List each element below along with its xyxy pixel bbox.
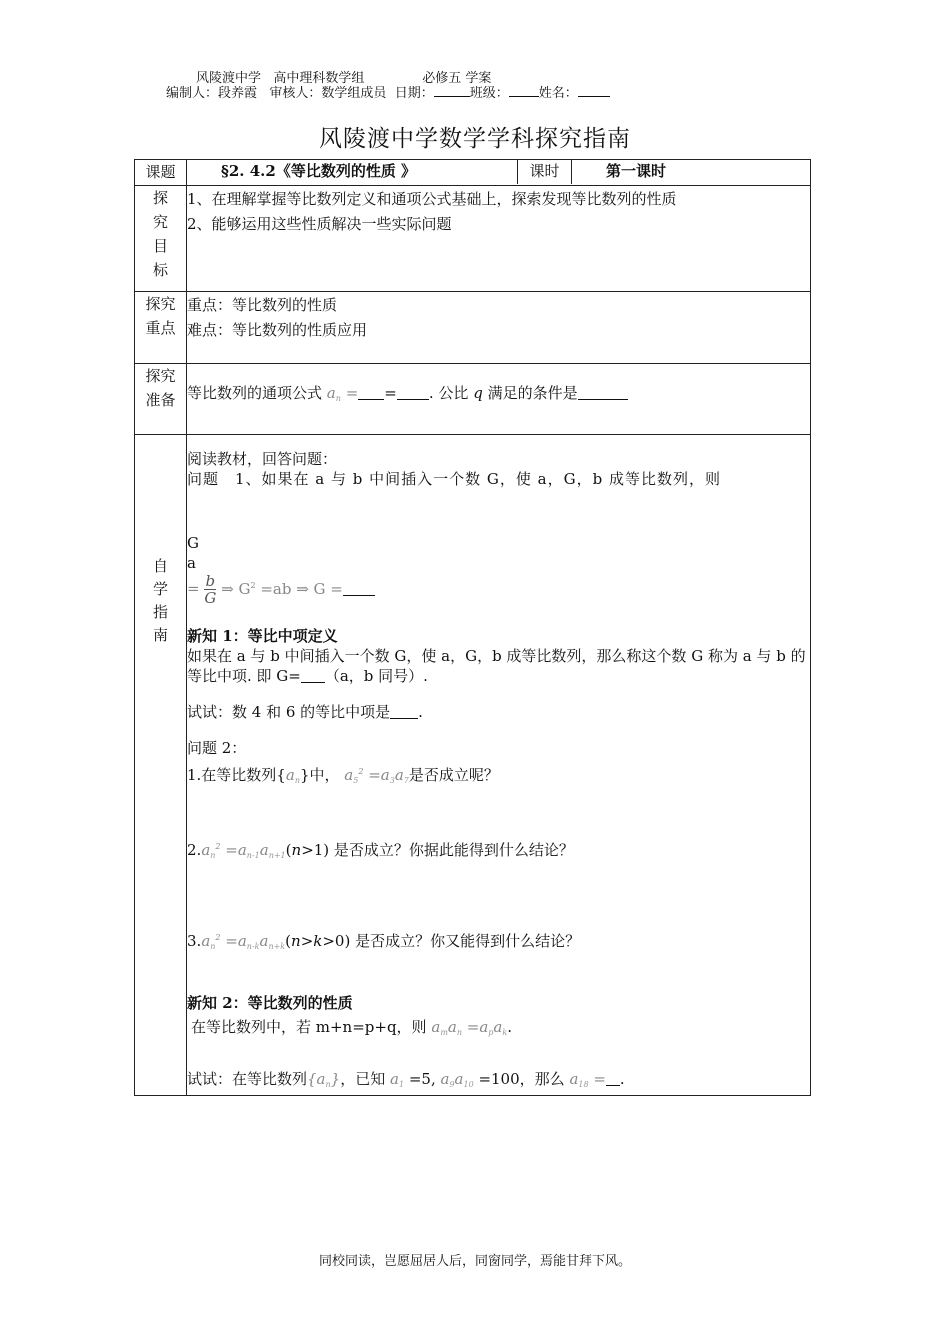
question-1-formula xyxy=(247,491,810,533)
prep-blank-3[interactable] xyxy=(578,385,628,400)
formula-an: $a_n$ xyxy=(326,384,341,403)
new1-body-text: 如果在 a 与 b 中间插入一个数 G，使 a，G，b 成等比数列，那么称这个数 G 称为 a 与 b 的等比中项. 即 G= xyxy=(187,647,806,685)
goals-label-char: 究 xyxy=(152,213,168,231)
goal-line: 1、在理解掌握等比数列定义和通项公式基础上，探索发现等比数列的性质 xyxy=(187,190,677,208)
formula-eq: = xyxy=(345,384,359,402)
q2-3-text-a: 3. xyxy=(187,932,202,950)
question-1: 问题 1、如果在 a 与 b 中间插入一个数 G，使 a，G，b 成等比数列，则 xyxy=(187,470,721,488)
goals-label-char: 标 xyxy=(152,261,168,279)
self-study-label-char: 南 xyxy=(152,626,168,644)
try1-blank[interactable] xyxy=(390,704,418,719)
q2-1-text-b: }中， xyxy=(299,766,340,784)
goals-label xyxy=(135,186,187,292)
question-2-title: 问题 2： xyxy=(187,739,247,757)
try2-blank[interactable] xyxy=(606,1071,620,1086)
topic-inner xyxy=(187,160,810,184)
prep-blank-2[interactable] xyxy=(397,385,429,400)
goals-label-char: 目 xyxy=(152,237,168,255)
prep-content: 等比数列的通项公式 $a_n$ = = . 公比 q 满足的条件是 xyxy=(187,364,811,435)
school-name: 风陵渡中学 xyxy=(196,71,262,86)
self-study-label-char: 指 xyxy=(152,603,168,621)
try1-text: 试试：数 4 和 6 的等比中项是 xyxy=(187,703,391,721)
date-blank[interactable] xyxy=(434,84,470,97)
q2-3-text-b: 是否成立？你又能得到什么结论？ xyxy=(355,932,581,950)
hours-value: 第一课时 xyxy=(606,162,667,180)
goals-label-char: 探 xyxy=(152,189,168,207)
prep-blank-1[interactable] xyxy=(358,385,384,400)
new-knowledge-1-body xyxy=(187,646,810,686)
name-blank[interactable] xyxy=(578,84,610,97)
page-title: 风陵渡中学数学学科探究指南 xyxy=(319,126,631,152)
fraction-b-over-g: $\frac{b}{G}$ xyxy=(204,572,217,607)
q2-2-text-b: 是否成立？你据此能得到什么结论？ xyxy=(333,841,574,859)
q2-2-text-a: 2. xyxy=(187,841,202,859)
key-point: 重点：等比数列的性质 xyxy=(187,296,338,314)
try-2: 试试：在等比数列$\{a_n\}$，已知 $a_1 =5$, $a_9a_{10} =100$，那么 $a_{18}$ = . xyxy=(187,1070,625,1089)
prep-text: 等比数列的通项公式 xyxy=(187,384,323,402)
try2-text-a: 试试：在等比数列 xyxy=(187,1070,308,1088)
try2-text-b: ，已知 xyxy=(340,1070,386,1088)
class-label: 班级： xyxy=(469,86,509,101)
prep-label xyxy=(135,364,187,435)
study-guide-table xyxy=(134,159,811,1096)
formula-q: q xyxy=(473,384,483,402)
focus-label xyxy=(135,292,187,364)
question-2-3: $3.a_n^2 =a_{n-k}a_{n+k}(n>k>0)$ 是否成立？你又能得到什么结论？ xyxy=(187,932,581,951)
hours-label: 课时 xyxy=(518,160,572,184)
new-knowledge-2-title: 新知 2：等比数列的性质 xyxy=(187,994,353,1012)
self-study-content: 阅读教材，回答问题： 问题 1、如果在 a 与 b 中间插入一个数 G，使 a，G，b 成等比数列，则 G a = $\frac{b}{G}$ ⇒ $G^2 =ab$ ⇒ G = 新知 1：等比中项定义 如果在 a 与 b 中间插入一个数 G，使 a，G，b 成等比数列，那么称这个数 G 称为 a 与 b 的等比中项. 即 G= （a，b 同号）. 试试：数 4 和 6 的等比中项是 . 问题 2： 1.在等比数列$\{a_n\}$中， $a_5^2 =a_3a_7$是否成立呢？ $2.a_n^2 =a_{n-1}a_{n+1}(n>1)$ 是否成立？你据此能得到什么结论？ $3.a_n^2 =a_{n-k}a_{n+k}(n>k>0)$ 是否成立？你又能得到什么结论？ 新知 2：等比数列的性质 在等比数列中，若 m+n=p+q，则 $a_ma_n =a_pa_k$. 试试：在等比数列$\{a_n\}$，已知 $a_1 =5$, $a_9a_{10} =100$，那么 $a_{18}$ = . xyxy=(187,435,811,1096)
date-label: 日期： xyxy=(394,86,434,101)
prep-condition-text: 满足的条件是 xyxy=(487,384,578,402)
book-name: 必修五 学案 xyxy=(422,71,492,86)
editor: 编制人：段养霞 xyxy=(166,86,258,101)
footer-motto: 同校同读，岂愿屈居人后，同窗同学，焉能甘拜下风。 xyxy=(318,1254,631,1269)
new-knowledge-2-body: 在等比数列中，若 m+n=p+q，则 $a_ma_n =a_pa_k$. xyxy=(191,1018,513,1037)
focus-label-line: 探究 xyxy=(145,295,176,313)
focus-label-line: 重点 xyxy=(145,319,176,337)
prep-label-line: 准备 xyxy=(145,391,176,409)
new1-tail: （a，b 同号）. xyxy=(324,667,428,685)
try-1: 试试：数 4 和 6 的等比中项是 . xyxy=(187,703,423,721)
goal-line: 2、能够运用这些性质解决一些实际问题 xyxy=(187,215,452,233)
reviewer: 审核人：数学组成员 xyxy=(269,86,387,101)
focus-row xyxy=(135,292,811,364)
difficult-point: 难点：等比数列的性质应用 xyxy=(187,321,368,339)
header-line-2 xyxy=(166,82,610,101)
new1-blank[interactable] xyxy=(301,668,325,683)
q2-1-text-c: 是否成立呢？ xyxy=(408,766,499,784)
q2-1-text-a: 1.在等比数列{ xyxy=(187,766,286,784)
self-study-label-char: 自 xyxy=(152,557,168,575)
question-2-2: $2.a_n^2 =a_{n-1}a_{n+1}(n>1)$ 是否成立？你据此能得到什么结论？ xyxy=(187,841,574,860)
prep-label-line: 探究 xyxy=(145,367,176,385)
read-instruction: 阅读教材，回答问题： xyxy=(187,450,338,468)
self-study-label xyxy=(135,435,187,1096)
topic-label: 课题 xyxy=(135,160,187,186)
try2-text-c: ，那么 xyxy=(519,1070,565,1088)
prep-row xyxy=(135,364,811,435)
q1-blank[interactable] xyxy=(343,581,375,596)
new-knowledge-1-title: 新知 1：等比中项定义 xyxy=(187,627,338,645)
topic-row xyxy=(135,160,811,186)
self-study-label-char: 学 xyxy=(152,580,168,598)
topic-value: §2. 4.2《等比数列的性质 》 xyxy=(187,160,518,184)
new2-text: 在等比数列中，若 m+n=p+q，则 xyxy=(191,1018,427,1036)
class-blank[interactable] xyxy=(509,84,539,97)
self-study-row xyxy=(135,435,811,1096)
group-name: 高中理科数学组 xyxy=(273,71,365,86)
goals-row xyxy=(135,186,811,292)
question-2-1: 1.在等比数列$\{a_n\}$中， $a_5^2 =a_3a_7$是否成立呢？ xyxy=(187,766,499,785)
prep-ratio-text: 公比 xyxy=(438,384,469,402)
name-label: 姓名： xyxy=(538,86,578,101)
